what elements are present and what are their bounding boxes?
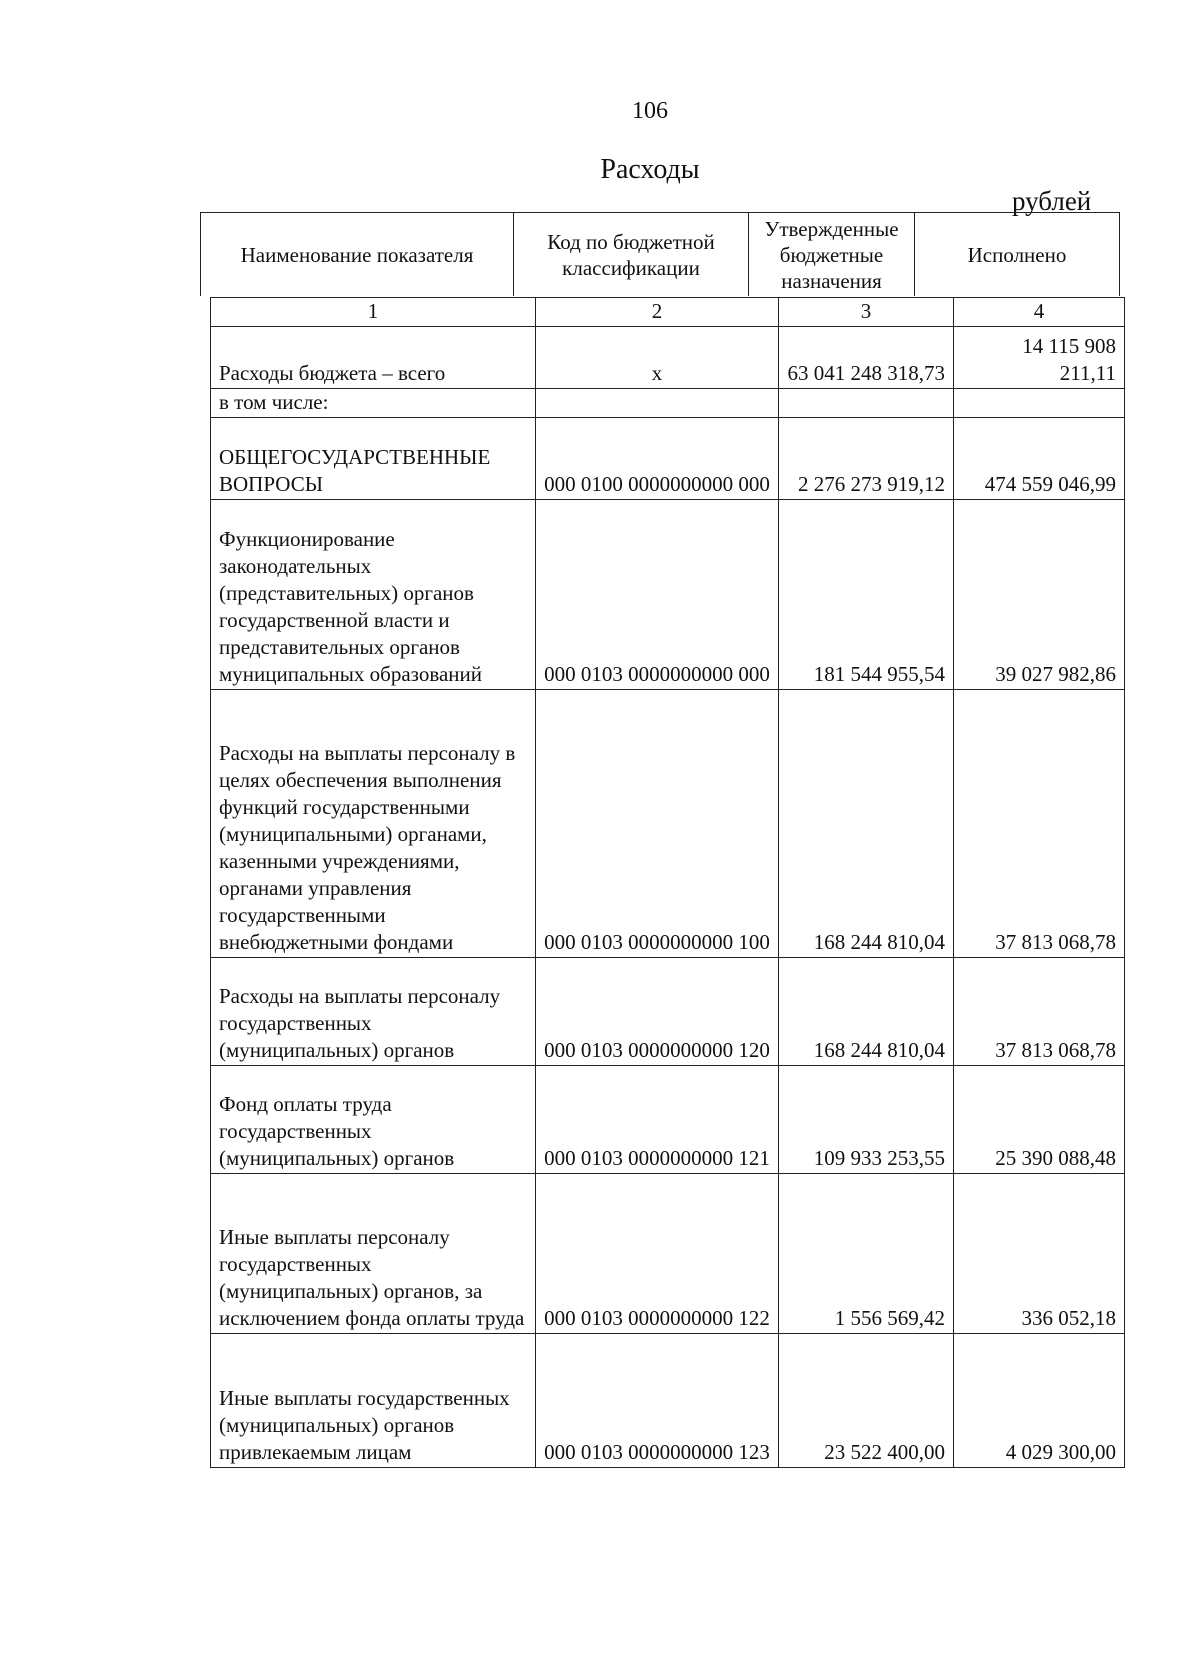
row-code: 000 0103 0000000000 120 — [536, 958, 779, 1066]
table-row — [211, 389, 1125, 418]
page-number: 106 — [632, 98, 668, 124]
column-number: 4 — [954, 298, 1125, 327]
row-code: 000 0103 0000000000 122 — [536, 1174, 779, 1334]
page-title: Расходы — [600, 154, 700, 185]
row-executed: 474 559 046,99 — [954, 418, 1125, 500]
header-code: Код по бюджетной классификации — [514, 213, 749, 296]
column-number-row — [211, 298, 1125, 327]
row-approved: 181 544 955,54 — [779, 500, 954, 690]
row-code: х — [536, 327, 779, 389]
header-approved: Утвержденные бюджетные назначения — [749, 213, 915, 296]
row-name: Иные выплаты государственных (муниципальных) органов привлекаемым лицам — [211, 1334, 536, 1468]
row-executed: 336 052,18 — [954, 1174, 1125, 1334]
row-executed: 37 813 068,78 — [954, 690, 1125, 958]
row-code: 000 0103 0000000000 100 — [536, 690, 779, 958]
table-row — [211, 690, 1125, 958]
row-name: Расходы бюджета – всего — [211, 327, 536, 389]
row-executed: 14 115 908 211,11 — [954, 327, 1125, 389]
row-name: в том числе: — [211, 389, 536, 418]
row-code: 000 0103 0000000000 000 — [536, 500, 779, 690]
row-name: Функционирование законодательных (представительных) органов государственной власти и представительных органов муниципальных образований — [211, 500, 536, 690]
row-name: ОБЩЕГОСУДАРСТВЕННЫЕ ВОПРОСЫ — [211, 418, 536, 500]
column-number: 3 — [779, 298, 954, 327]
row-code: 000 0103 0000000000 121 — [536, 1066, 779, 1174]
row-code: 000 0100 0000000000 000 — [536, 418, 779, 500]
expenses-table — [210, 297, 1125, 1468]
row-name: Фонд оплаты труда государственных (муниципальных) органов — [211, 1066, 536, 1174]
row-approved: 63 041 248 318,73 — [779, 327, 954, 389]
table-row — [211, 500, 1125, 690]
table-row — [211, 1174, 1125, 1334]
header-name: Наименование показателя — [201, 213, 514, 296]
row-executed: 25 390 088,48 — [954, 1066, 1125, 1174]
row-approved: 168 244 810,04 — [779, 690, 954, 958]
row-executed: 4 029 300,00 — [954, 1334, 1125, 1468]
table-row — [211, 327, 1125, 389]
row-name: Расходы на выплаты персоналу государственных (муниципальных) органов — [211, 958, 536, 1066]
row-code: 000 0103 0000000000 123 — [536, 1334, 779, 1468]
row-executed: 39 027 982,86 — [954, 500, 1125, 690]
units-label: рублей — [1012, 186, 1092, 216]
table-row — [211, 1066, 1125, 1174]
row-approved: 1 556 569,42 — [779, 1174, 954, 1334]
header-executed: Исполнено — [967, 242, 1067, 267]
row-executed: 37 813 068,78 — [954, 958, 1125, 1066]
column-number: 2 — [536, 298, 779, 327]
column-number: 1 — [211, 298, 536, 327]
row-name: Расходы на выплаты персоналу в целях обеспечения выполнения функций государственными (муниципальными) органами, казенными учреждениями, органами управления государственными внебюджетными фондами — [211, 690, 536, 958]
row-approved — [779, 389, 954, 418]
row-approved: 168 244 810,04 — [779, 958, 954, 1066]
row-executed — [954, 389, 1125, 418]
table-header — [200, 212, 1120, 296]
row-approved: 109 933 253,55 — [779, 1066, 954, 1174]
row-approved: 2 276 273 919,12 — [779, 418, 954, 500]
row-name: Иные выплаты персоналу государственных (муниципальных) органов, за исключением фонда оплаты труда — [211, 1174, 536, 1334]
row-code — [536, 389, 779, 418]
row-approved: 23 522 400,00 — [779, 1334, 954, 1468]
table-row — [211, 958, 1125, 1066]
table-row — [211, 418, 1125, 500]
table-row — [211, 1334, 1125, 1468]
